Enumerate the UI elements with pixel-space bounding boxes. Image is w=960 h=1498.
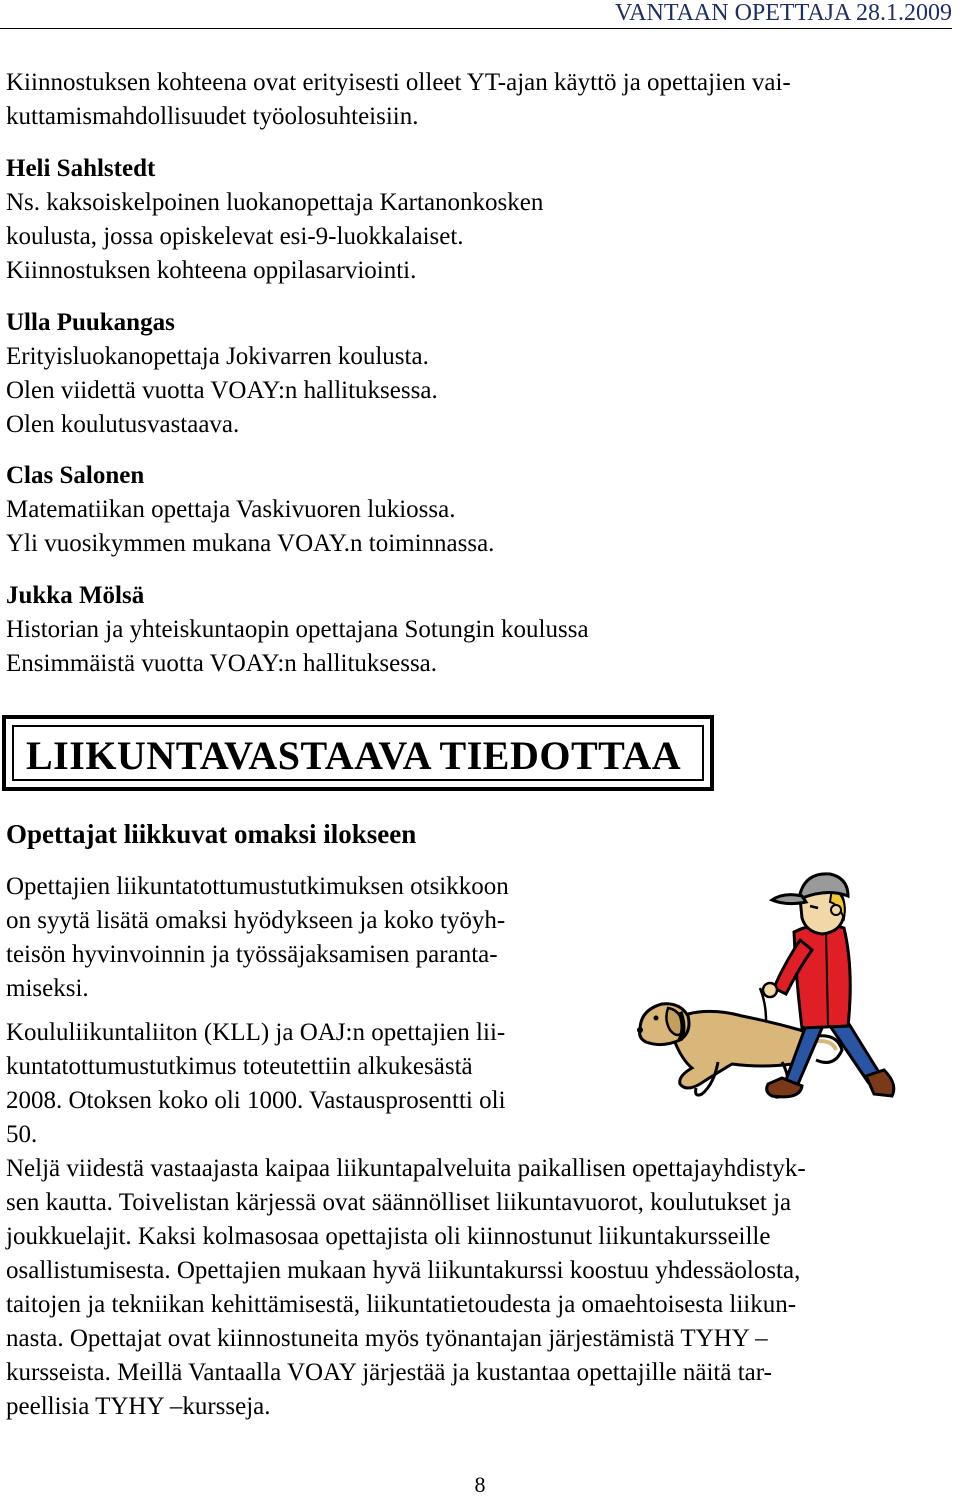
- person-text: Yli vuosikymmen mukana VOAY.n toiminnassa.: [6, 530, 495, 557]
- article-text: kuntatottumustutkimus toteutettiin alkukesästä: [6, 1053, 473, 1080]
- person-text: Historian ja yhteiskuntaopin opettajana Sotungin koulussa: [6, 616, 589, 643]
- person-name: Clas Salonen: [6, 462, 145, 489]
- article-text: on syytä lisätä omaksi hyödykseen ja koko työyh-: [6, 907, 506, 934]
- person-text: Erityisluokanopettaja Jokivarren koulusta.: [6, 343, 429, 370]
- page-header: VANTAAN OPETTAJA 28.1.2009: [614, 0, 952, 26]
- intro-line: Kiinnostuksen kohteena ovat erityisesti olleet YT-ajan käyttö ja opettajien vai-: [6, 69, 791, 96]
- article-text: teisön hyvinvoinnin ja työssäjaksamisen paranta-: [6, 941, 498, 968]
- article-text: Opettajien liikuntatottumustutkimuksen otsikkoon: [6, 873, 509, 900]
- article-text: Koululiikuntaliiton (KLL) ja OAJ:n opettajien lii-: [6, 1019, 506, 1046]
- header-divider: [0, 28, 952, 29]
- section-banner: [2, 715, 714, 791]
- article-text: nasta. Opettajat ovat kiinnostuneita myös työnantajan järjestämistä TYHY –: [6, 1325, 768, 1352]
- article-text: miseksi.: [6, 975, 89, 1002]
- person-walking-dog-icon: [622, 870, 960, 1120]
- article-text: peellisia TYHY –kursseja.: [6, 1393, 271, 1420]
- person-text: Olen koulutusvastaava.: [6, 411, 240, 438]
- article-text: kursseista. Meillä Vantaalla VOAY järjestää ja kustantaa opettajille näitä tar-: [6, 1359, 772, 1386]
- article-text: 50.: [6, 1121, 38, 1148]
- article-text: sen kautta. Toivelistan kärjessä ovat säännölliset liikuntavuorot, koulutukset ja: [6, 1189, 792, 1216]
- person-text: Ns. kaksoiskelpoinen luokanopettaja Kartanonkosken: [6, 189, 544, 216]
- article-text: osallistumisesta. Opettajien mukaan hyvä liikuntakurssi koostuu yhdessäolosta,: [6, 1257, 801, 1284]
- article-text: joukkuelajit. Kaksi kolmasosaa opettajista oli kiinnostunut liikuntakursseille: [6, 1223, 771, 1250]
- person-name: Jukka Mölsä: [6, 582, 145, 609]
- person-text: Matematiikan opettaja Vaskivuoren lukiossa.: [6, 496, 456, 523]
- intro-line: kuttamismahdollisuudet työolosuhteisiin.: [6, 103, 419, 130]
- page-number: 8: [474, 1472, 486, 1497]
- person-text: koulusta, jossa opiskelevat esi-9-luokkalaiset.: [6, 223, 464, 250]
- person-name: Heli Sahlstedt: [6, 155, 156, 182]
- article-text: taitojen ja tekniikan kehittämisestä, liikuntatietoudesta ja omaehtoisesta liikun-: [6, 1291, 797, 1318]
- article-text: 2008. Otoksen koko oli 1000. Vastausprosentti oli: [6, 1087, 506, 1114]
- person-name: Ulla Puukangas: [6, 309, 175, 336]
- banner-inner-frame: [12, 725, 704, 781]
- article-heading: Opettajat liikkuvat omaksi ilokseen: [6, 819, 417, 849]
- banner-title: LIIKUNTAVASTAAVA TIEDOTTAA: [26, 733, 682, 778]
- person-text: Olen viidettä vuotta VOAY:n hallituksessa.: [6, 377, 438, 404]
- article-text: Neljä viidestä vastaajasta kaipaa liikuntapalveluita paikallisen opettajayhdistyk-: [6, 1155, 806, 1182]
- person-text: Kiinnostuksen kohteena oppilasarviointi.: [6, 257, 417, 284]
- person-text: Ensimmäistä vuotta VOAY:n hallituksessa.: [6, 650, 438, 677]
